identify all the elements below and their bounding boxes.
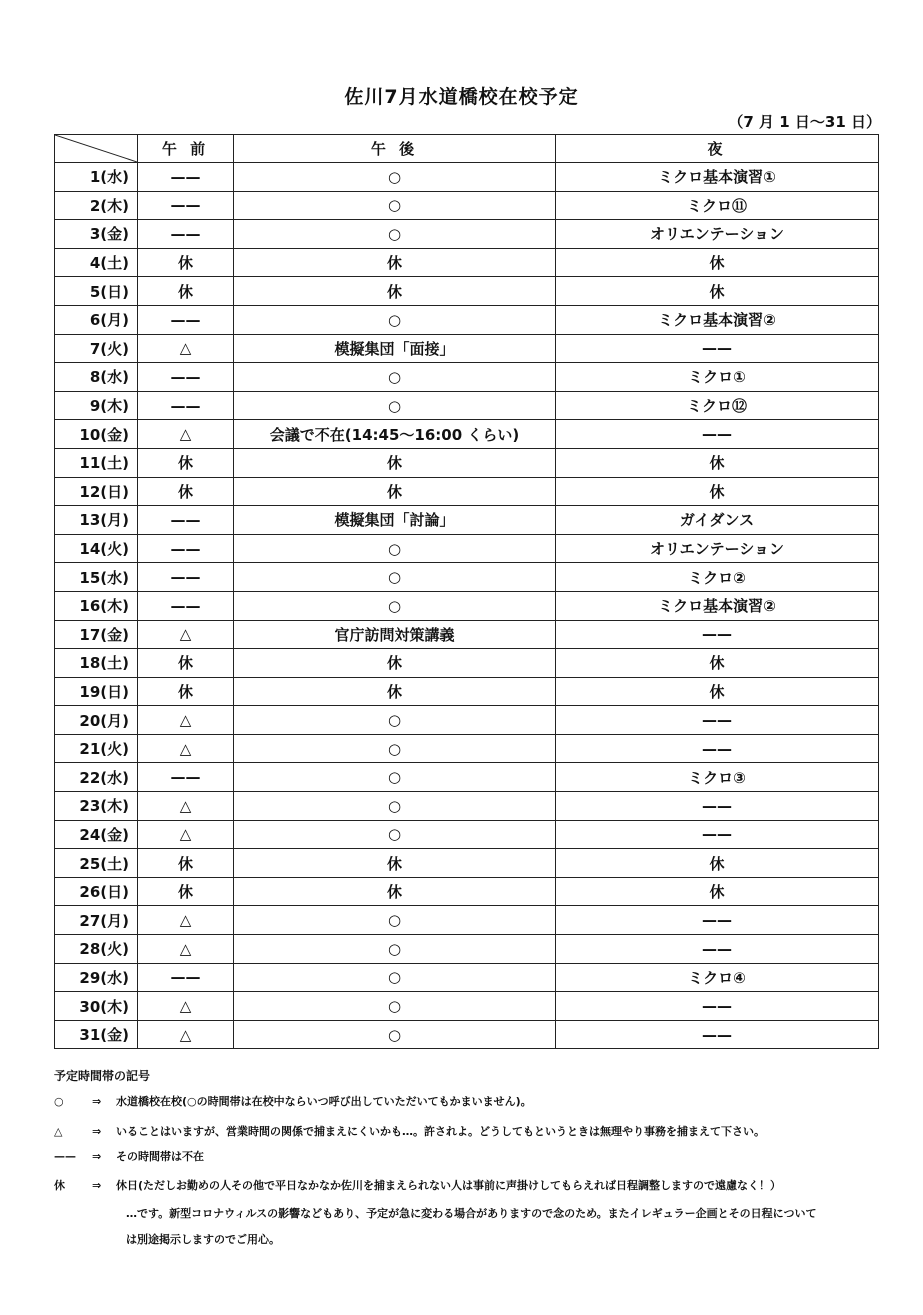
table-row: [55, 792, 879, 821]
pm-cell: ○: [234, 591, 556, 620]
am-cell: ——: [138, 591, 234, 620]
night-cell: オリエンテーション: [556, 534, 879, 563]
table-row: [55, 477, 879, 506]
date-cell: 20(月): [55, 706, 138, 735]
night-cell: 休: [556, 248, 879, 277]
night-cell: ミクロ⑫: [556, 391, 879, 420]
pm-cell: ○: [234, 963, 556, 992]
pm-cell: 休: [234, 849, 556, 878]
table-row: [55, 191, 879, 220]
date-cell: 7(火): [55, 334, 138, 363]
table-row: [55, 563, 879, 592]
legend-text: 水道橋校在校(○の時間帯は在校中ならいつ呼び出していただいてもかまいません)。: [116, 1095, 532, 1108]
legend-symbol: △: [54, 1125, 63, 1138]
pm-cell: 休: [234, 649, 556, 678]
night-cell: ——: [556, 935, 879, 964]
date-cell: 17(金): [55, 620, 138, 649]
table-row: [55, 820, 879, 849]
night-cell: 休: [556, 877, 879, 906]
table-row: [55, 935, 879, 964]
night-cell: ——: [556, 334, 879, 363]
night-cell: ミクロ⑪: [556, 191, 879, 220]
am-cell: △: [138, 820, 234, 849]
am-cell: 休: [138, 877, 234, 906]
table-row: [55, 963, 879, 992]
pm-cell: ○: [234, 363, 556, 392]
legend-text: その時間帯は不在: [116, 1150, 204, 1163]
table-row: [55, 163, 879, 192]
pm-cell: 官庁訪問対策講義: [234, 620, 556, 649]
date-cell: 12(日): [55, 477, 138, 506]
night-cell: ミクロ③: [556, 763, 879, 792]
legend-note-line2: は別途掲示しますのでご用心。: [126, 1233, 280, 1246]
date-cell: 29(水): [55, 963, 138, 992]
night-cell: ——: [556, 1020, 879, 1049]
pm-cell: ○: [234, 563, 556, 592]
am-cell: △: [138, 620, 234, 649]
am-cell: ——: [138, 506, 234, 535]
night-cell: ——: [556, 820, 879, 849]
night-cell: ミクロ①: [556, 363, 879, 392]
date-cell: 31(金): [55, 1020, 138, 1049]
am-cell: 休: [138, 448, 234, 477]
am-cell: 休: [138, 248, 234, 277]
pm-cell: ○: [234, 820, 556, 849]
date-cell: 1(水): [55, 163, 138, 192]
am-cell: △: [138, 334, 234, 363]
am-cell: △: [138, 1020, 234, 1049]
table-row: [55, 277, 879, 306]
pm-cell: ○: [234, 706, 556, 735]
legend-title: 予定時間帯の記号: [54, 1069, 151, 1083]
am-cell: ——: [138, 534, 234, 563]
date-cell: 11(土): [55, 448, 138, 477]
date-cell: 23(木): [55, 792, 138, 821]
pm-cell: ○: [234, 992, 556, 1021]
night-cell: ミクロ基本演習①: [556, 163, 879, 192]
date-cell: 24(金): [55, 820, 138, 849]
legend-text: 休日(ただしお勤めの人その他で平日なかなか佐川を捕まえられない人は事前に声掛けしてもらえれば日程調整しますので遠慮なく！）: [116, 1179, 782, 1192]
pm-cell: 休: [234, 677, 556, 706]
pm-cell: 模擬集団「面接」: [234, 334, 556, 363]
date-cell: 13(月): [55, 506, 138, 535]
date-cell: 27(月): [55, 906, 138, 935]
legend-symbol: 休: [54, 1179, 65, 1192]
am-cell: △: [138, 420, 234, 449]
table-row: [55, 506, 879, 535]
date-cell: 8(水): [55, 363, 138, 392]
date-cell: 15(水): [55, 563, 138, 592]
night-cell: ——: [556, 734, 879, 763]
pm-cell: 休: [234, 477, 556, 506]
pm-cell: ○: [234, 792, 556, 821]
night-cell: ——: [556, 992, 879, 1021]
header-pm: 午 後: [234, 135, 556, 163]
legend-note-line1: …です。新型コロナウィルスの影響などもあり、予定が急に変わる場合がありますので念のため。またイレギュラー企画とその日程について: [126, 1207, 817, 1220]
date-cell: 21(火): [55, 734, 138, 763]
table-row: [55, 1020, 879, 1049]
am-cell: 休: [138, 849, 234, 878]
date-cell: 14(火): [55, 534, 138, 563]
date-cell: 2(木): [55, 191, 138, 220]
pm-cell: ○: [234, 906, 556, 935]
corner-cell: [55, 135, 138, 163]
am-cell: ——: [138, 191, 234, 220]
date-cell: 3(金): [55, 220, 138, 249]
date-cell: 16(木): [55, 591, 138, 620]
pm-cell: ○: [234, 935, 556, 964]
night-cell: 休: [556, 477, 879, 506]
date-range: （7 月 1 日～31 日）: [728, 113, 881, 131]
date-cell: 30(木): [55, 992, 138, 1021]
document-title: 佐川7月水道橋校在校予定: [344, 86, 579, 108]
table-row: [55, 763, 879, 792]
table-row: [55, 706, 879, 735]
night-cell: 休: [556, 649, 879, 678]
date-cell: 6(月): [55, 305, 138, 334]
pm-cell: ○: [234, 1020, 556, 1049]
night-cell: 休: [556, 849, 879, 878]
pm-cell: 休: [234, 248, 556, 277]
pm-cell: ○: [234, 163, 556, 192]
table-row: [55, 220, 879, 249]
night-cell: 休: [556, 277, 879, 306]
table-row: [55, 734, 879, 763]
pm-cell: 休: [234, 277, 556, 306]
night-cell: ——: [556, 620, 879, 649]
date-cell: 28(火): [55, 935, 138, 964]
date-cell: 4(土): [55, 248, 138, 277]
pm-cell: 休: [234, 877, 556, 906]
night-cell: ミクロ基本演習②: [556, 591, 879, 620]
pm-cell: ○: [234, 220, 556, 249]
table-row: [55, 992, 879, 1021]
pm-cell: ○: [234, 191, 556, 220]
am-cell: ——: [138, 563, 234, 592]
header-row: [55, 135, 879, 163]
am-cell: 休: [138, 477, 234, 506]
table-row: [55, 305, 879, 334]
header-am: 午 前: [138, 135, 234, 163]
table-row: [55, 906, 879, 935]
header-night: 夜: [556, 135, 879, 163]
night-cell: ミクロ基本演習②: [556, 305, 879, 334]
am-cell: △: [138, 792, 234, 821]
date-cell: 10(金): [55, 420, 138, 449]
am-cell: ——: [138, 363, 234, 392]
night-cell: ——: [556, 906, 879, 935]
table-row: [55, 677, 879, 706]
arrow-icon: ⇒: [92, 1150, 102, 1163]
am-cell: ——: [138, 163, 234, 192]
pm-cell: ○: [234, 734, 556, 763]
arrow-icon: ⇒: [92, 1125, 102, 1138]
table-row: [55, 649, 879, 678]
date-cell: 26(日): [55, 877, 138, 906]
night-cell: ミクロ④: [556, 963, 879, 992]
am-cell: ——: [138, 763, 234, 792]
table-row: [55, 448, 879, 477]
am-cell: △: [138, 706, 234, 735]
table-row: [55, 334, 879, 363]
night-cell: ガイダンス: [556, 506, 879, 535]
am-cell: △: [138, 992, 234, 1021]
night-cell: ミクロ②: [556, 563, 879, 592]
arrow-icon: ⇒: [92, 1095, 102, 1108]
am-cell: 休: [138, 649, 234, 678]
table-row: [55, 391, 879, 420]
table-row: [55, 420, 879, 449]
date-cell: 9(木): [55, 391, 138, 420]
night-cell: 休: [556, 448, 879, 477]
table-row: [55, 591, 879, 620]
diagonal-line: [55, 135, 137, 162]
date-cell: 25(土): [55, 849, 138, 878]
night-cell: ——: [556, 792, 879, 821]
pm-cell: ○: [234, 763, 556, 792]
arrow-icon: ⇒: [92, 1179, 102, 1192]
pm-cell: ○: [234, 391, 556, 420]
table-row: [55, 534, 879, 563]
am-cell: ——: [138, 220, 234, 249]
date-cell: 5(日): [55, 277, 138, 306]
legend-symbol: ——: [54, 1150, 76, 1163]
am-cell: 休: [138, 277, 234, 306]
pm-cell: ○: [234, 534, 556, 563]
legend-text: いることはいますが、営業時間の関係で捕まえにくいかも…。許されよ。どうしてもというときは無理やり事務を捕まえて下さい。: [116, 1125, 765, 1138]
table-row: [55, 849, 879, 878]
pm-cell: 会議で不在(14:45～16:00 くらい): [234, 420, 556, 449]
night-cell: ——: [556, 420, 879, 449]
pm-cell: ○: [234, 305, 556, 334]
table-row: [55, 877, 879, 906]
legend-symbol: ○: [54, 1095, 64, 1108]
table-row: [55, 363, 879, 392]
pm-cell: 休: [234, 448, 556, 477]
am-cell: ——: [138, 391, 234, 420]
table-row: [55, 620, 879, 649]
am-cell: △: [138, 906, 234, 935]
am-cell: 休: [138, 677, 234, 706]
night-cell: オリエンテーション: [556, 220, 879, 249]
table-row: [55, 248, 879, 277]
night-cell: ——: [556, 706, 879, 735]
am-cell: △: [138, 935, 234, 964]
am-cell: △: [138, 734, 234, 763]
date-cell: 18(土): [55, 649, 138, 678]
am-cell: ——: [138, 305, 234, 334]
pm-cell: 模擬集団「討論」: [234, 506, 556, 535]
date-cell: 22(水): [55, 763, 138, 792]
date-cell: 19(日): [55, 677, 138, 706]
am-cell: ——: [138, 963, 234, 992]
night-cell: 休: [556, 677, 879, 706]
schedule-table: [54, 134, 879, 1049]
